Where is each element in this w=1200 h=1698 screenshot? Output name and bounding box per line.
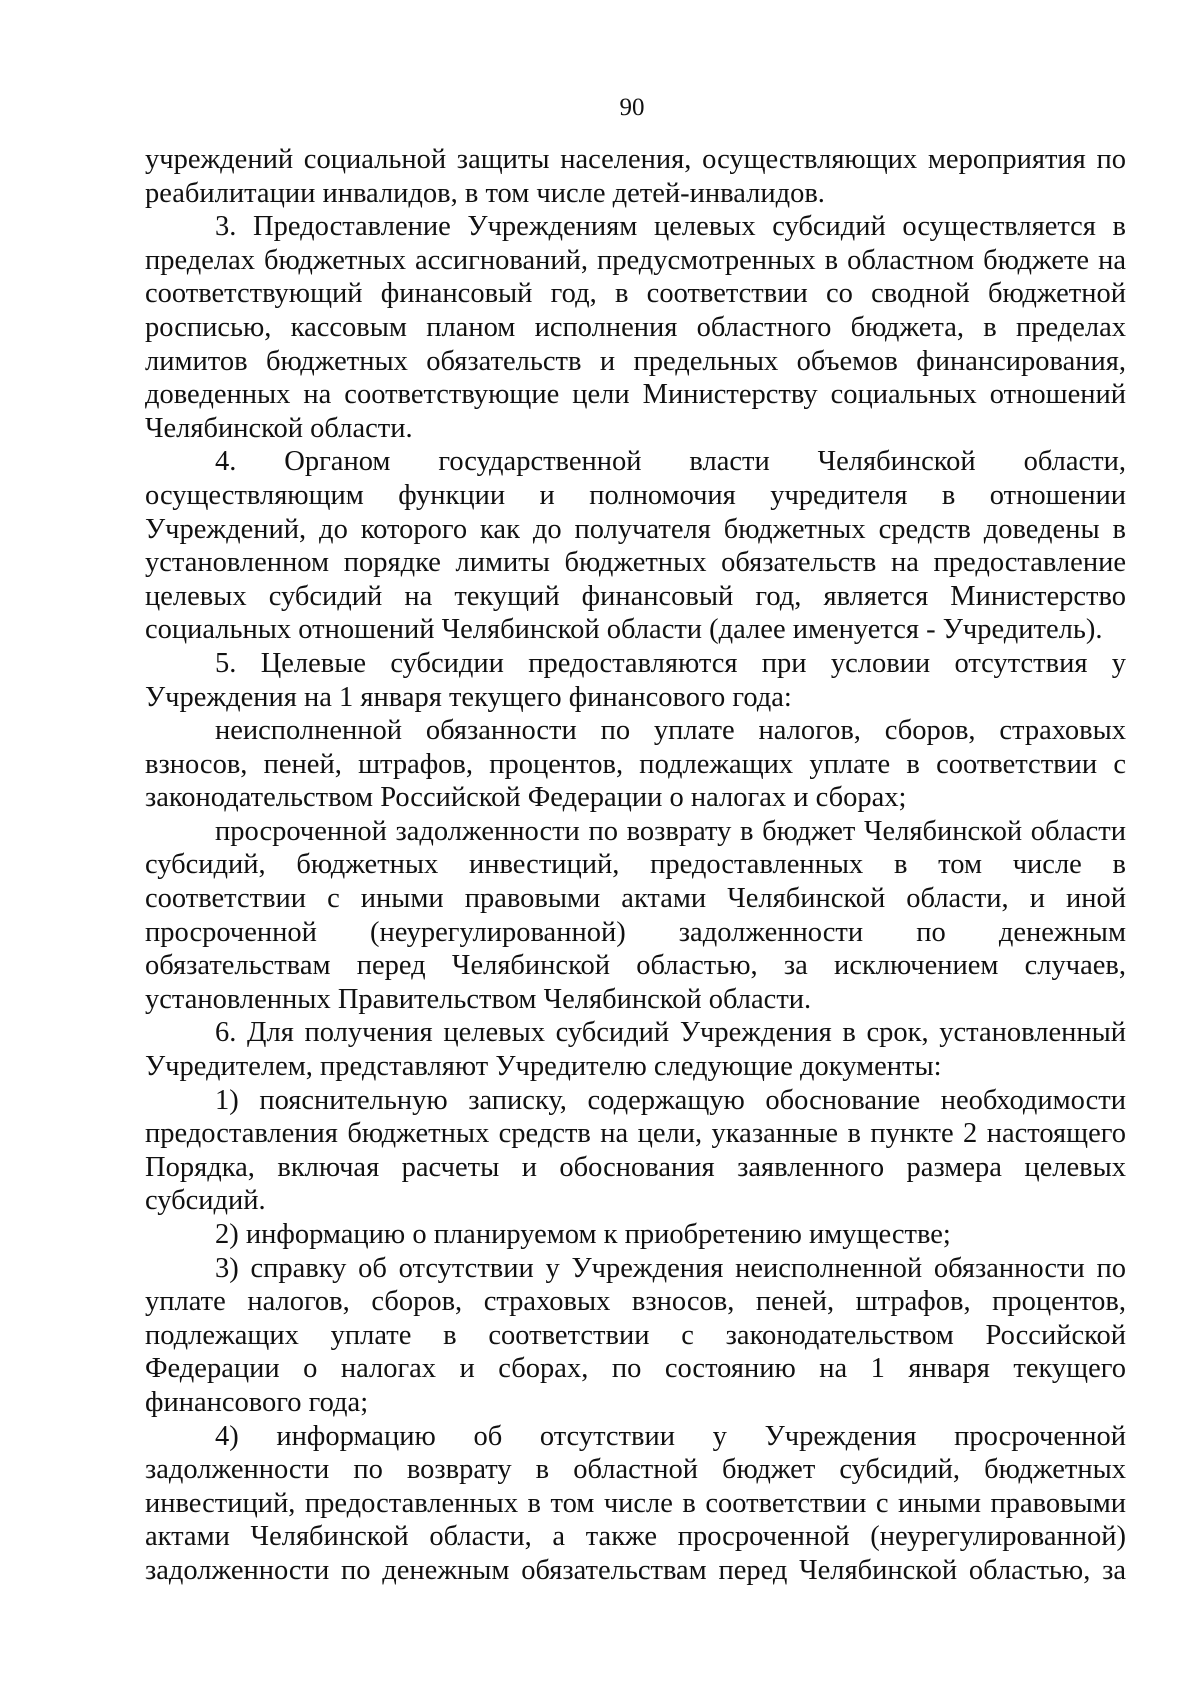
text-line: уплате налогов, сборов, страховых взносов, пеней, штрафов, процентов,: [145, 1286, 1126, 1318]
text-line: 3) справку об отсутствии у Учреждения неисполненной обязанности по: [215, 1252, 1126, 1284]
text-line: 6. Для получения целевых субсидий Учреждения в срок, установленный: [215, 1017, 1126, 1049]
text-line: предоставления бюджетных средств на цели, указанные в пункте 2 настоящего: [145, 1118, 1126, 1150]
paragraph: [145, 1016, 1126, 1083]
text-line: 4. Органом государственной власти Челябинской области,: [215, 446, 1126, 478]
text-line: задолженности по денежным обязательствам перед Челябинской областью, за: [145, 1554, 1126, 1586]
text-line: Челябинской области.: [145, 412, 413, 444]
text-line: финансового года;: [145, 1386, 369, 1418]
text-line: задолженности по возврату в областной бюджет субсидий, бюджетных: [145, 1454, 1126, 1486]
text-line: субсидий, бюджетных инвестиций, предоставленных в том числе в: [145, 849, 1126, 881]
text-line: Учреждений, до которого как до получателя бюджетных средств доведены в: [145, 513, 1126, 545]
text-line: неисполненной обязанности по уплате налогов, сборов, страховых: [215, 715, 1126, 747]
paragraph: [145, 1218, 1126, 1252]
document-body: [145, 143, 1126, 1588]
text-line: актами Челябинской области, а также просроченной (неурегулированной): [145, 1521, 1126, 1553]
text-line: установленном порядке лимиты бюджетных обязательств на предоставление: [145, 547, 1126, 579]
text-line: законодательством Российской Федерации о налогах и сборах;: [145, 782, 907, 814]
text-line: Порядка, включая расчеты и обоснования заявленного размера целевых: [145, 1151, 1126, 1183]
text-line: 3. Предоставление Учреждениям целевых субсидий осуществляется в: [215, 211, 1126, 243]
text-line: установленных Правительством Челябинской области.: [145, 983, 812, 1015]
paragraph: [145, 815, 1126, 1017]
paragraph: [145, 647, 1126, 714]
text-line: осуществляющим функции и полномочия учредителя в отношении: [145, 479, 1126, 511]
text-line: соответствии с иными правовыми актами Челябинской области, и иной: [145, 883, 1126, 915]
text-line: 5. Целевые субсидии предоставляются при условии отсутствия у: [215, 647, 1126, 679]
paragraph: [145, 210, 1126, 445]
text-line: доведенных на соответствующие цели Министерству социальных отношений: [145, 379, 1126, 411]
text-line: Учредителем, представляют Учредителю следующие документы:: [145, 1051, 942, 1083]
text-line: реабилитации инвалидов, в том числе детей-инвалидов.: [145, 177, 825, 209]
text-line: обязательствам перед Челябинской областью, за исключением случаев,: [145, 950, 1126, 982]
text-line: субсидий.: [145, 1185, 266, 1217]
text-line: целевых субсидий на текущий финансовый год, является Министерство: [145, 580, 1126, 612]
text-line: просроченной (неурегулированной) задолженности по денежным: [145, 916, 1126, 948]
text-line: лимитов бюджетных обязательств и предельных объемов финансирования,: [145, 345, 1126, 377]
text-line: социальных отношений Челябинской области (далее именуется - Учредитель).: [145, 614, 1103, 646]
text-line: 1) пояснительную записку, содержащую обоснование необходимости: [215, 1084, 1126, 1116]
paragraph: [145, 143, 1126, 210]
text-line: взносов, пеней, штрафов, процентов, подлежащих уплате в соответствии с: [145, 748, 1126, 780]
text-line: инвестиций, предоставленных в том числе в соответствии с иными правовыми: [145, 1487, 1126, 1519]
text-line: 4) информацию об отсутствии у Учреждения просроченной: [215, 1420, 1126, 1452]
text-line: 2) информацию о планируемом к приобретению имуществе;: [215, 1219, 951, 1250]
text-line: Федерации о налогах и сборах, по состоянию на 1 января текущего: [145, 1353, 1126, 1385]
text-line: Учреждения на 1 января текущего финансового года:: [145, 681, 792, 713]
text-line: росписью, кассовым планом исполнения областного бюджета, в пределах: [145, 311, 1126, 343]
text-line: подлежащих уплате в соответствии с законодательством Российской: [145, 1319, 1126, 1351]
paragraph: [145, 1420, 1126, 1588]
text-line: соответствующий финансовый год, в соответствии со сводной бюджетной: [145, 278, 1126, 310]
paragraph: [145, 1252, 1126, 1420]
text-line: учреждений социальной защиты населения, осуществляющих мероприятия по: [145, 144, 1126, 175]
paragraph: [145, 445, 1126, 647]
page-number: 90: [619, 94, 645, 121]
text-line: пределах бюджетных ассигнований, предусмотренных в областном бюджете на: [145, 244, 1126, 276]
paragraph: [145, 1084, 1126, 1218]
paragraph: [145, 714, 1126, 815]
text-line: просроченной задолженности по возврату в бюджет Челябинской области: [215, 815, 1126, 847]
